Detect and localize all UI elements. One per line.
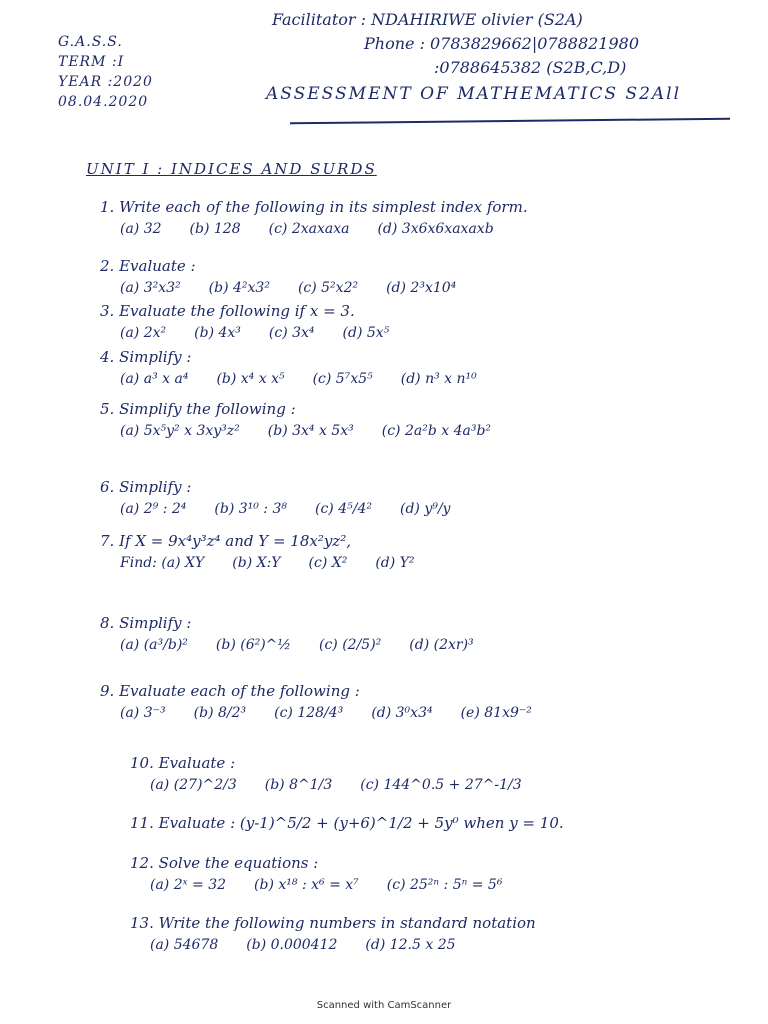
question-parts — [100, 702, 740, 724]
question-part: (c) 5⁷x5⁵ — [312, 371, 373, 387]
question-part: (b) x¹⁸ : x⁶ = x⁷ — [254, 877, 359, 893]
question-text: 2. Evaluate : — [100, 257, 196, 275]
question-part: (e) 81x9⁻² — [460, 705, 532, 721]
question-part: (d) n³ x n¹⁰ — [400, 371, 477, 387]
question-parts — [100, 277, 740, 299]
question-part: (b) 3¹⁰ : 3⁸ — [214, 501, 287, 517]
question-text: 11. Evaluate : (y-1)^5/2 + (y+6)^1/2 + 5y⁰ when y = 10. — [130, 814, 564, 832]
question-part: (b) (6²)^½ — [215, 637, 291, 653]
question-text: 5. Simplify the following : — [100, 400, 296, 418]
assessment-title: ASSESSMENT OF MATHEMATICS S2All — [266, 84, 682, 104]
title-underline — [290, 118, 730, 125]
question-part: (a) (a³/b)² — [120, 637, 188, 653]
question-part: (a) 5x⁵y² x 3xy³z² — [120, 423, 240, 439]
question-part: (a) 2x² — [120, 325, 167, 341]
question-text: 9. Evaluate each of the following : — [100, 682, 360, 700]
term-label: TERM :I — [58, 54, 125, 70]
question-part: (a) 2ˣ = 32 — [150, 877, 227, 893]
question-part: (d) (2xr)³ — [409, 637, 474, 653]
year-label: YEAR :2020 — [58, 74, 153, 90]
question-part: (a) a³ x a⁴ — [120, 371, 189, 387]
question-parts — [130, 934, 768, 956]
question-part: (b) 3x⁴ x 5x³ — [267, 423, 354, 439]
question-text: 7. If X = 9x⁴y³z⁴ and Y = 18x²yz², — [100, 532, 351, 550]
question-part: (d) 5x⁵ — [342, 325, 390, 341]
question-parts — [100, 322, 740, 344]
question-parts — [100, 498, 740, 520]
question-part: (b) x⁴ x x⁵ — [216, 371, 285, 387]
phone-line-2: :0788645382 (S2B,C,D) — [434, 58, 627, 77]
question-text: 3. Evaluate the following if x = 3. — [100, 302, 355, 320]
question-part: (a) 32 — [120, 221, 162, 237]
question-item — [100, 255, 740, 299]
question-item — [100, 680, 740, 724]
question-part: (a) 54678 — [150, 937, 219, 953]
question-text: 1. Write each of the following in its simplest index form. — [100, 198, 528, 216]
question-part: (d) 3⁰x3⁴ — [371, 705, 433, 721]
question-parts — [100, 420, 740, 442]
question-text: 10. Evaluate : — [130, 754, 236, 772]
unit-title: UNIT I : INDICES AND SURDS — [86, 160, 377, 178]
question-parts — [100, 368, 740, 390]
question-part: (a) 3⁻³ — [120, 705, 166, 721]
question-part: (b) 4²x3² — [208, 280, 270, 296]
question-part: (b) 0.000412 — [246, 937, 338, 953]
question-parts — [130, 774, 768, 796]
question-item — [100, 196, 740, 240]
question-part: (c) 4⁵/4² — [315, 501, 372, 517]
question-part: (b) 8/2³ — [193, 705, 247, 721]
question-part: (c) 144^0.5 + 27^-1/3 — [360, 777, 522, 793]
question-item — [100, 346, 740, 390]
question-part: (a) 2⁹ : 2⁴ — [120, 501, 187, 517]
question-parts — [100, 634, 740, 656]
question-item — [130, 812, 768, 834]
date-label: 08.04.2020 — [58, 94, 149, 110]
question-part: (c) X² — [308, 555, 348, 571]
question-part: (d) Y² — [375, 555, 415, 571]
question-item — [100, 300, 740, 344]
facilitator-block — [272, 8, 752, 80]
question-parts — [100, 552, 740, 574]
question-text: 6. Simplify : — [100, 478, 192, 496]
question-item — [100, 612, 740, 656]
question-part: (d) 3x6x6xaxaxb — [377, 221, 494, 237]
question-part: (c) 2xaxaxa — [268, 221, 350, 237]
question-part: (d) 12.5 x 25 — [365, 937, 456, 953]
question-part: (a) 3²x3² — [120, 280, 181, 296]
question-item — [100, 476, 740, 520]
question-part: (c) (2/5)² — [319, 637, 382, 653]
facilitator-name: Facilitator : NDAHIRIWE olivier (S2A) — [272, 10, 583, 29]
question-item — [130, 752, 768, 796]
question-part: (c) 128/4³ — [274, 705, 344, 721]
question-parts — [100, 218, 740, 240]
question-part: (b) X:Y — [232, 555, 281, 571]
question-parts — [130, 874, 768, 896]
question-part: (d) 2³x10⁴ — [386, 280, 457, 296]
question-part: (c) 5²x2² — [297, 280, 359, 296]
question-text: 12. Solve the equations : — [130, 854, 319, 872]
question-part: (b) 128 — [189, 221, 241, 237]
question-part: (c) 2a²b x 4a³b² — [381, 423, 492, 439]
question-part: (d) y⁹/y — [399, 501, 451, 517]
question-item — [100, 530, 740, 574]
question-item — [130, 912, 768, 956]
scanner-footer: Scanned with CamScanner — [316, 1000, 452, 1011]
school-name: G.A.S.S. — [58, 34, 123, 50]
question-part: Find: (a) XY — [120, 555, 205, 571]
question-item — [130, 852, 768, 896]
question-text: 8. Simplify : — [100, 614, 192, 632]
question-part: (b) 8^1/3 — [264, 777, 333, 793]
school-info — [58, 32, 228, 112]
question-text: 4. Simplify : — [100, 348, 192, 366]
phone-line-1: Phone : 0783829662|0788821980 — [364, 34, 640, 53]
question-text: 13. Write the following numbers in standard notation — [130, 914, 536, 932]
question-part: (a) (27)^2/3 — [150, 777, 237, 793]
question-part: (c) 3x⁴ — [268, 325, 315, 341]
question-part: (c) 25²ⁿ : 5ⁿ = 5⁶ — [386, 877, 503, 893]
question-item — [100, 398, 740, 442]
question-part: (b) 4x³ — [194, 325, 241, 341]
